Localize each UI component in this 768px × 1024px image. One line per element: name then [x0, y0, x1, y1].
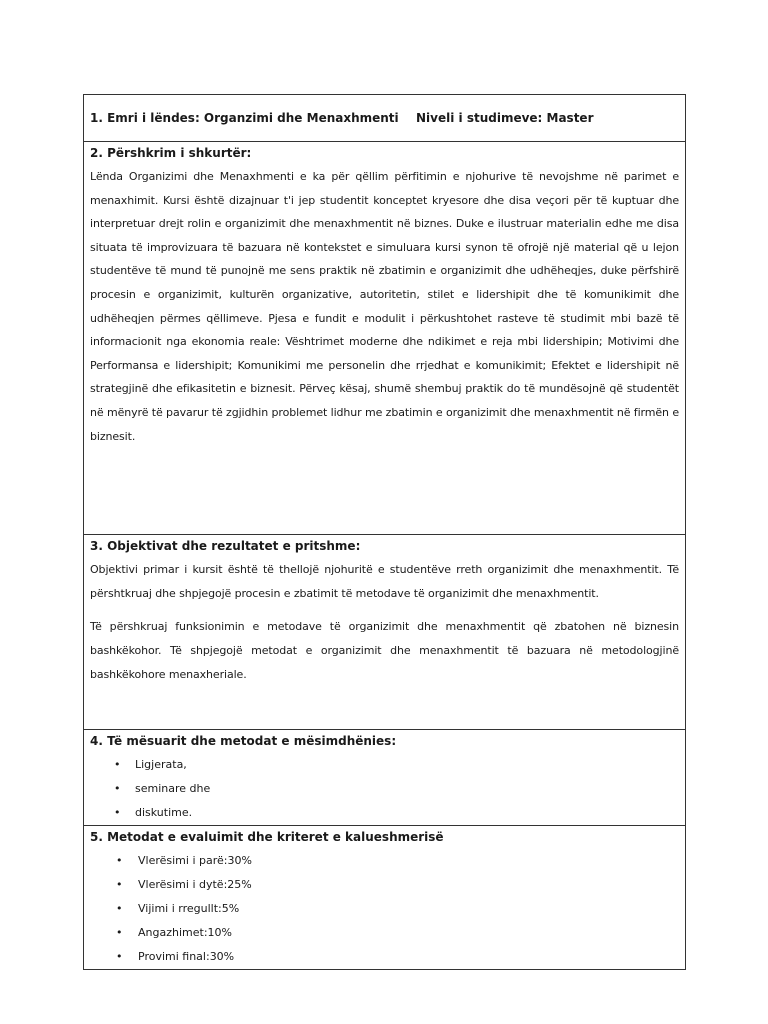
list-item-text: Provimi final:30% [138, 950, 235, 963]
course-name: 1. Emri i lëndes: Organzimi dhe Menaxhmenti [90, 111, 399, 125]
course-header-cell [84, 95, 686, 142]
paragraph-gap [90, 606, 679, 615]
bullet-icon: • [114, 806, 121, 819]
bullet-icon: • [114, 758, 121, 771]
teaching-methods-heading: 4. Të mësuarit dhe metodat e mësimdhënies: [90, 734, 397, 748]
course-syllabus-table [83, 94, 686, 970]
list-item [90, 873, 679, 897]
course-header-row [84, 95, 686, 142]
teaching-methods-cell [84, 730, 686, 826]
list-item-text: Angazhimet:10% [138, 926, 232, 939]
study-level: Niveli i studimeve: Master [416, 111, 594, 125]
list-item [90, 849, 679, 873]
evaluation-cell [84, 826, 686, 970]
bullet-icon: • [116, 878, 123, 891]
list-item-text: Vlerësimi i dytë:25% [138, 878, 252, 891]
list-item [90, 897, 679, 921]
objectives-paragraph-1: Objektivi primar i kursit është të thellojë njohuritë e studentëve rreth organizimit dhe menaxhmentit. Të përshtkruaj dhe shpjegojë procesin e zbatimit të metodave të organizimit dhe menaxhmentit. [90, 563, 679, 600]
description-cell [84, 142, 686, 535]
bullet-icon: • [116, 950, 123, 963]
list-item [90, 753, 679, 777]
evaluation-heading: 5. Metodat e evaluimit dhe kriteret e kalueshmerisë [90, 830, 444, 844]
bullet-icon: • [116, 854, 123, 867]
bullet-icon: • [116, 902, 123, 915]
objectives-paragraph-2: Të përshkruaj funksionimin e metodave të organizimit dhe menaxhmentit që zbatohen në biznesin bashkëkohor. Të shpjegojë metodat e organizimit dhe menaxhmentit të bazuara në metodologjinë bashkëkohore menaxheriale. [90, 620, 679, 681]
list-item-text: diskutime. [135, 806, 193, 819]
evaluation-list [90, 849, 679, 969]
teaching-methods-row [84, 730, 686, 826]
course-header [90, 95, 679, 141]
list-item-text: Ligjerata, [135, 758, 187, 771]
list-item [90, 921, 679, 945]
list-item [90, 945, 679, 969]
bullet-icon: • [114, 782, 121, 795]
teaching-methods-list [90, 753, 679, 825]
objectives-heading: 3. Objektivat dhe rezultatet e pritshme: [90, 539, 361, 553]
list-item-text: Vijimi i rregullt:5% [138, 902, 240, 915]
bullet-icon: • [116, 926, 123, 939]
objectives-cell [84, 535, 686, 730]
evaluation-row [84, 826, 686, 970]
description-row [84, 142, 686, 535]
list-item [90, 777, 679, 801]
list-item-text: seminare dhe [135, 782, 211, 795]
description-heading: 2. Përshkrim i shkurtër: [90, 146, 252, 160]
list-item [90, 801, 679, 825]
description-text: Lënda Organizimi dhe Menaxhmenti e ka për qëllim përfitimin e njohurive të nevojshme në parimet e menaxhimit. Kursi është dizajnuar t'i jep studentit konceptet kryesore dhe disa veçori për të kuptuar dhe interpretuar drejt rolin e organizimit dhe menaxhmentit në biznes. Duke e ilustruar materialin edhe me disa situata të improvizuara të bazuara në kontekstet e simuluara kursi synon të ofrojë një material që u lejon studentëve të mund të punojnë me sens praktik në zbatimin e organizimit dhe udhëheqjes, duke përfshirë procesin e organizimit, kulturën organizative, autoritetin, stilet e lidershipit dhe të komunikimit dhe udhëheqjen përmes qëllimeve. Pjesa e fundit e modulit i përkushtohet rasteve të studimit mbi bazë të informacionit nga ekonomia reale: Vështrimet moderne dhe ndikimet e reja mbi lidershipin; Motivimi dhe Performansa e lidershipit; Komunikimi me personelin dhe rrjedhat e komunikimit; Efektet e lidershipit në strategjinë dhe efikasitetin e biznesit. Përveç kësaj, shumë shembuj praktik do të mundësojnë që studentët në mënyrë të pavarur të zgjidhin problemet lidhur me zbatimin e organizimit dhe menaxhmentit në firmën e biznesit. [90, 170, 679, 443]
list-item-text: Vlerësimi i parë:30% [138, 854, 252, 867]
objectives-row [84, 535, 686, 730]
